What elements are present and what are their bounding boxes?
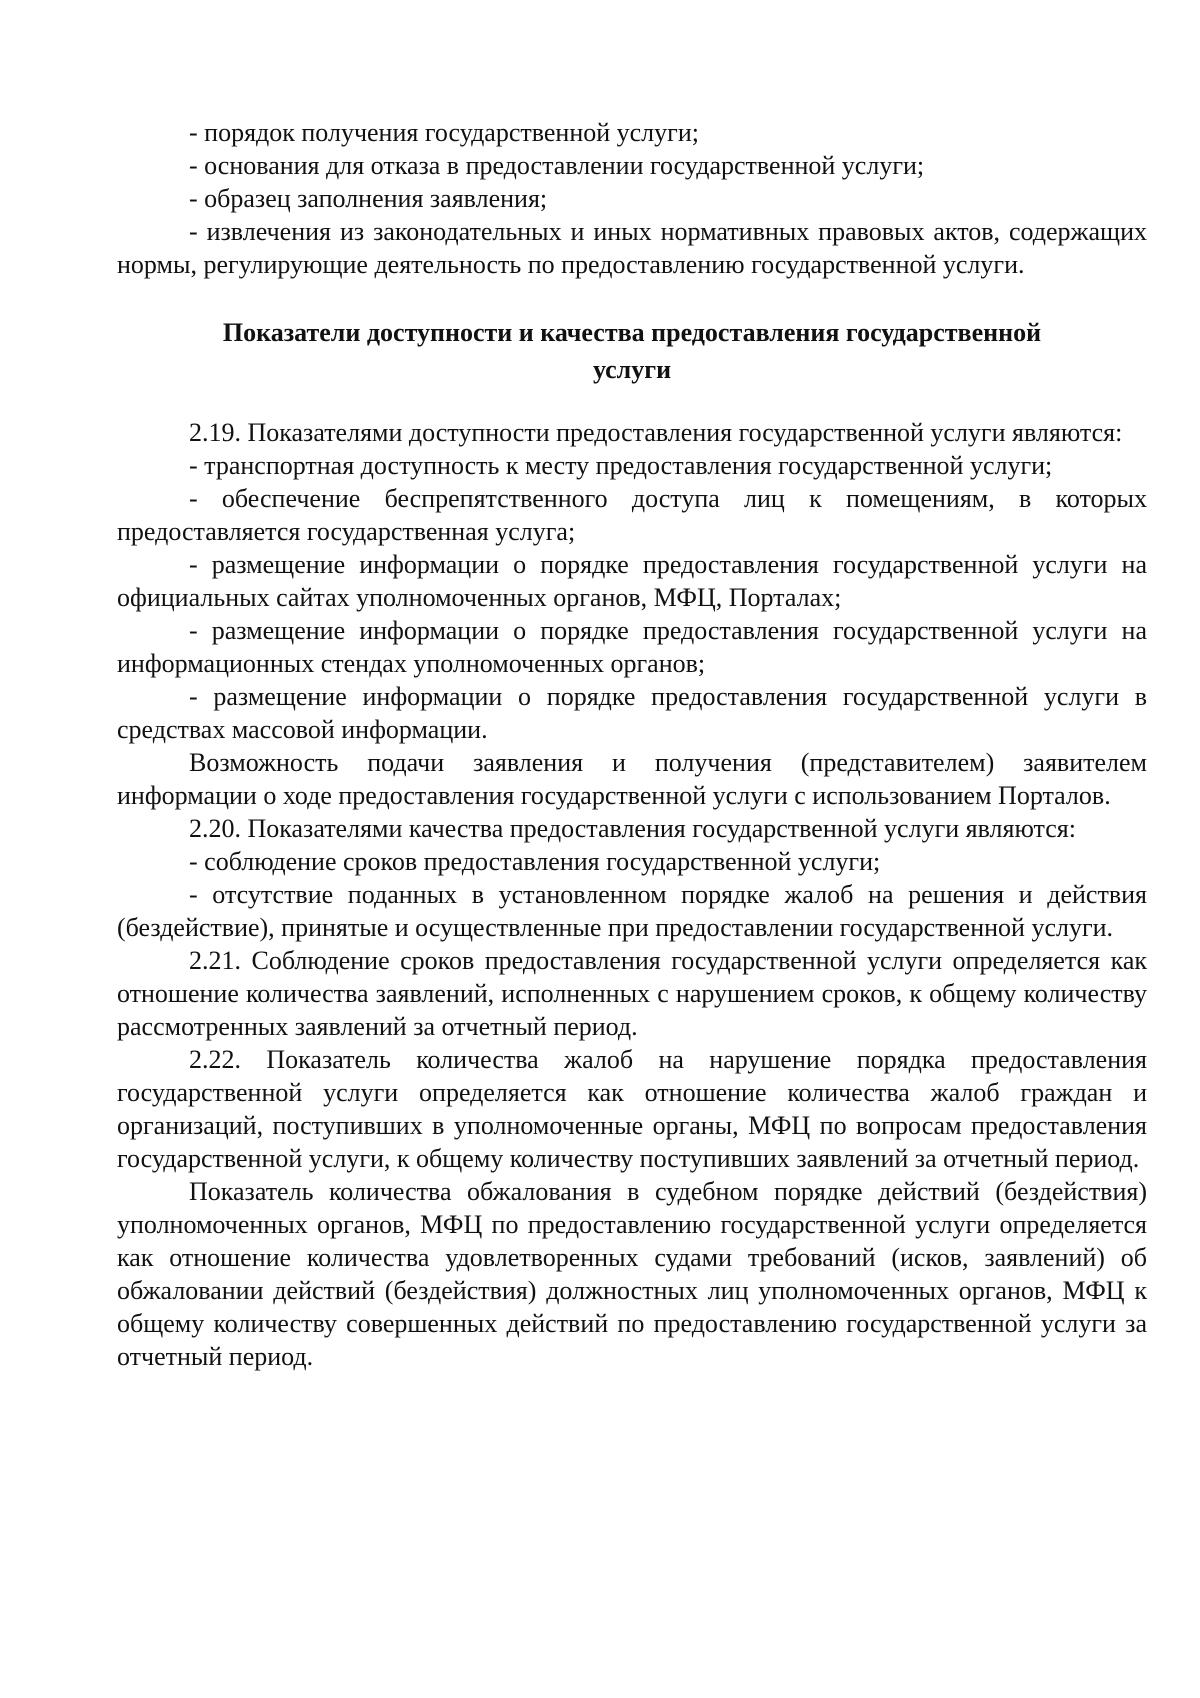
paragraph-2-20: 2.20. Показателями качества предоставления государственной услуги являются: <box>189 814 1076 843</box>
document-page <box>117 116 1147 1373</box>
list-item: - размещение информации о порядке предоставления государственной услуги на информационных стендах уполномоченных органов; <box>117 616 1147 678</box>
list-item: - порядок получения государственной услуги; <box>189 118 699 147</box>
list-item: - размещение информации о порядке предоставления государственной услуги в средствах массовой информации. <box>117 682 1147 744</box>
paragraph-2-21: 2.21. Соблюдение сроков предоставления государственной услуги определяется как отношение количества заявлений, исполненных с нарушением сроков, к общему количеству рассмотренных заявлений за отчетный период. <box>117 946 1147 1041</box>
list-item: - отсутствие поданных в установленном порядке жалоб на решения и действия (бездействие), принятые и осуществленные при предоставлении государственной услуги. <box>117 880 1147 942</box>
list-item: - основания для отказа в предоставлении государственной услуги; <box>189 151 925 180</box>
paragraph-appeals: Показатель количества обжалования в судебном порядке действий (бездействия) уполномоченных органов, МФЦ по предоставлению государственной услуги определяется как отношение количества удовлетворенных судами требований (исков, заявлений) об обжаловании действий (бездействия) должностных лиц уполномоченных органов, МФЦ к общему количеству совершенных действий по предоставлению государственной услуги за отчетный период. <box>117 1177 1147 1371</box>
list-item: - извлечения из законодательных и иных нормативных правовых актов, содержащих нормы, регулирующие деятельность по предоставлению государственной услуги. <box>117 217 1147 279</box>
list-item: - размещение информации о порядке предоставления государственной услуги на официальных сайтах уполномоченных органов, МФЦ, Порталах; <box>117 550 1147 612</box>
paragraph-portals: Возможность подачи заявления и получения (представителем) заявителем информации о ходе предоставления государственной услуги с использованием Порталов. <box>117 748 1147 810</box>
section-heading-line-1: Показатели доступности и качества предоставления государственной <box>222 318 1042 347</box>
paragraph-2-19: 2.19. Показателями доступности предоставления государственной услуги являются: <box>189 418 1123 447</box>
paragraph-2-22: 2.22. Показатель количества жалоб на нарушение порядка предоставления государственной услуги определяется как отношение количества жалоб граждан и организаций, поступивших в уполномоченные органы, МФЦ по вопросам предоставления государственной услуги, к общему количеству поступивших заявлений за отчетный период. <box>117 1045 1147 1173</box>
section-heading-line-2: услуги <box>592 355 672 384</box>
section-heading <box>117 314 1147 388</box>
list-item: - обеспечение беспрепятственного доступа лиц к помещениям, в которых предоставляется государственная услуга; <box>117 484 1147 546</box>
list-item: - транспортная доступность к месту предоставления государственной услуги; <box>189 451 1053 480</box>
list-item: - образец заполнения заявления; <box>189 184 548 213</box>
list-item: - соблюдение сроков предоставления государственной услуги; <box>189 847 881 876</box>
